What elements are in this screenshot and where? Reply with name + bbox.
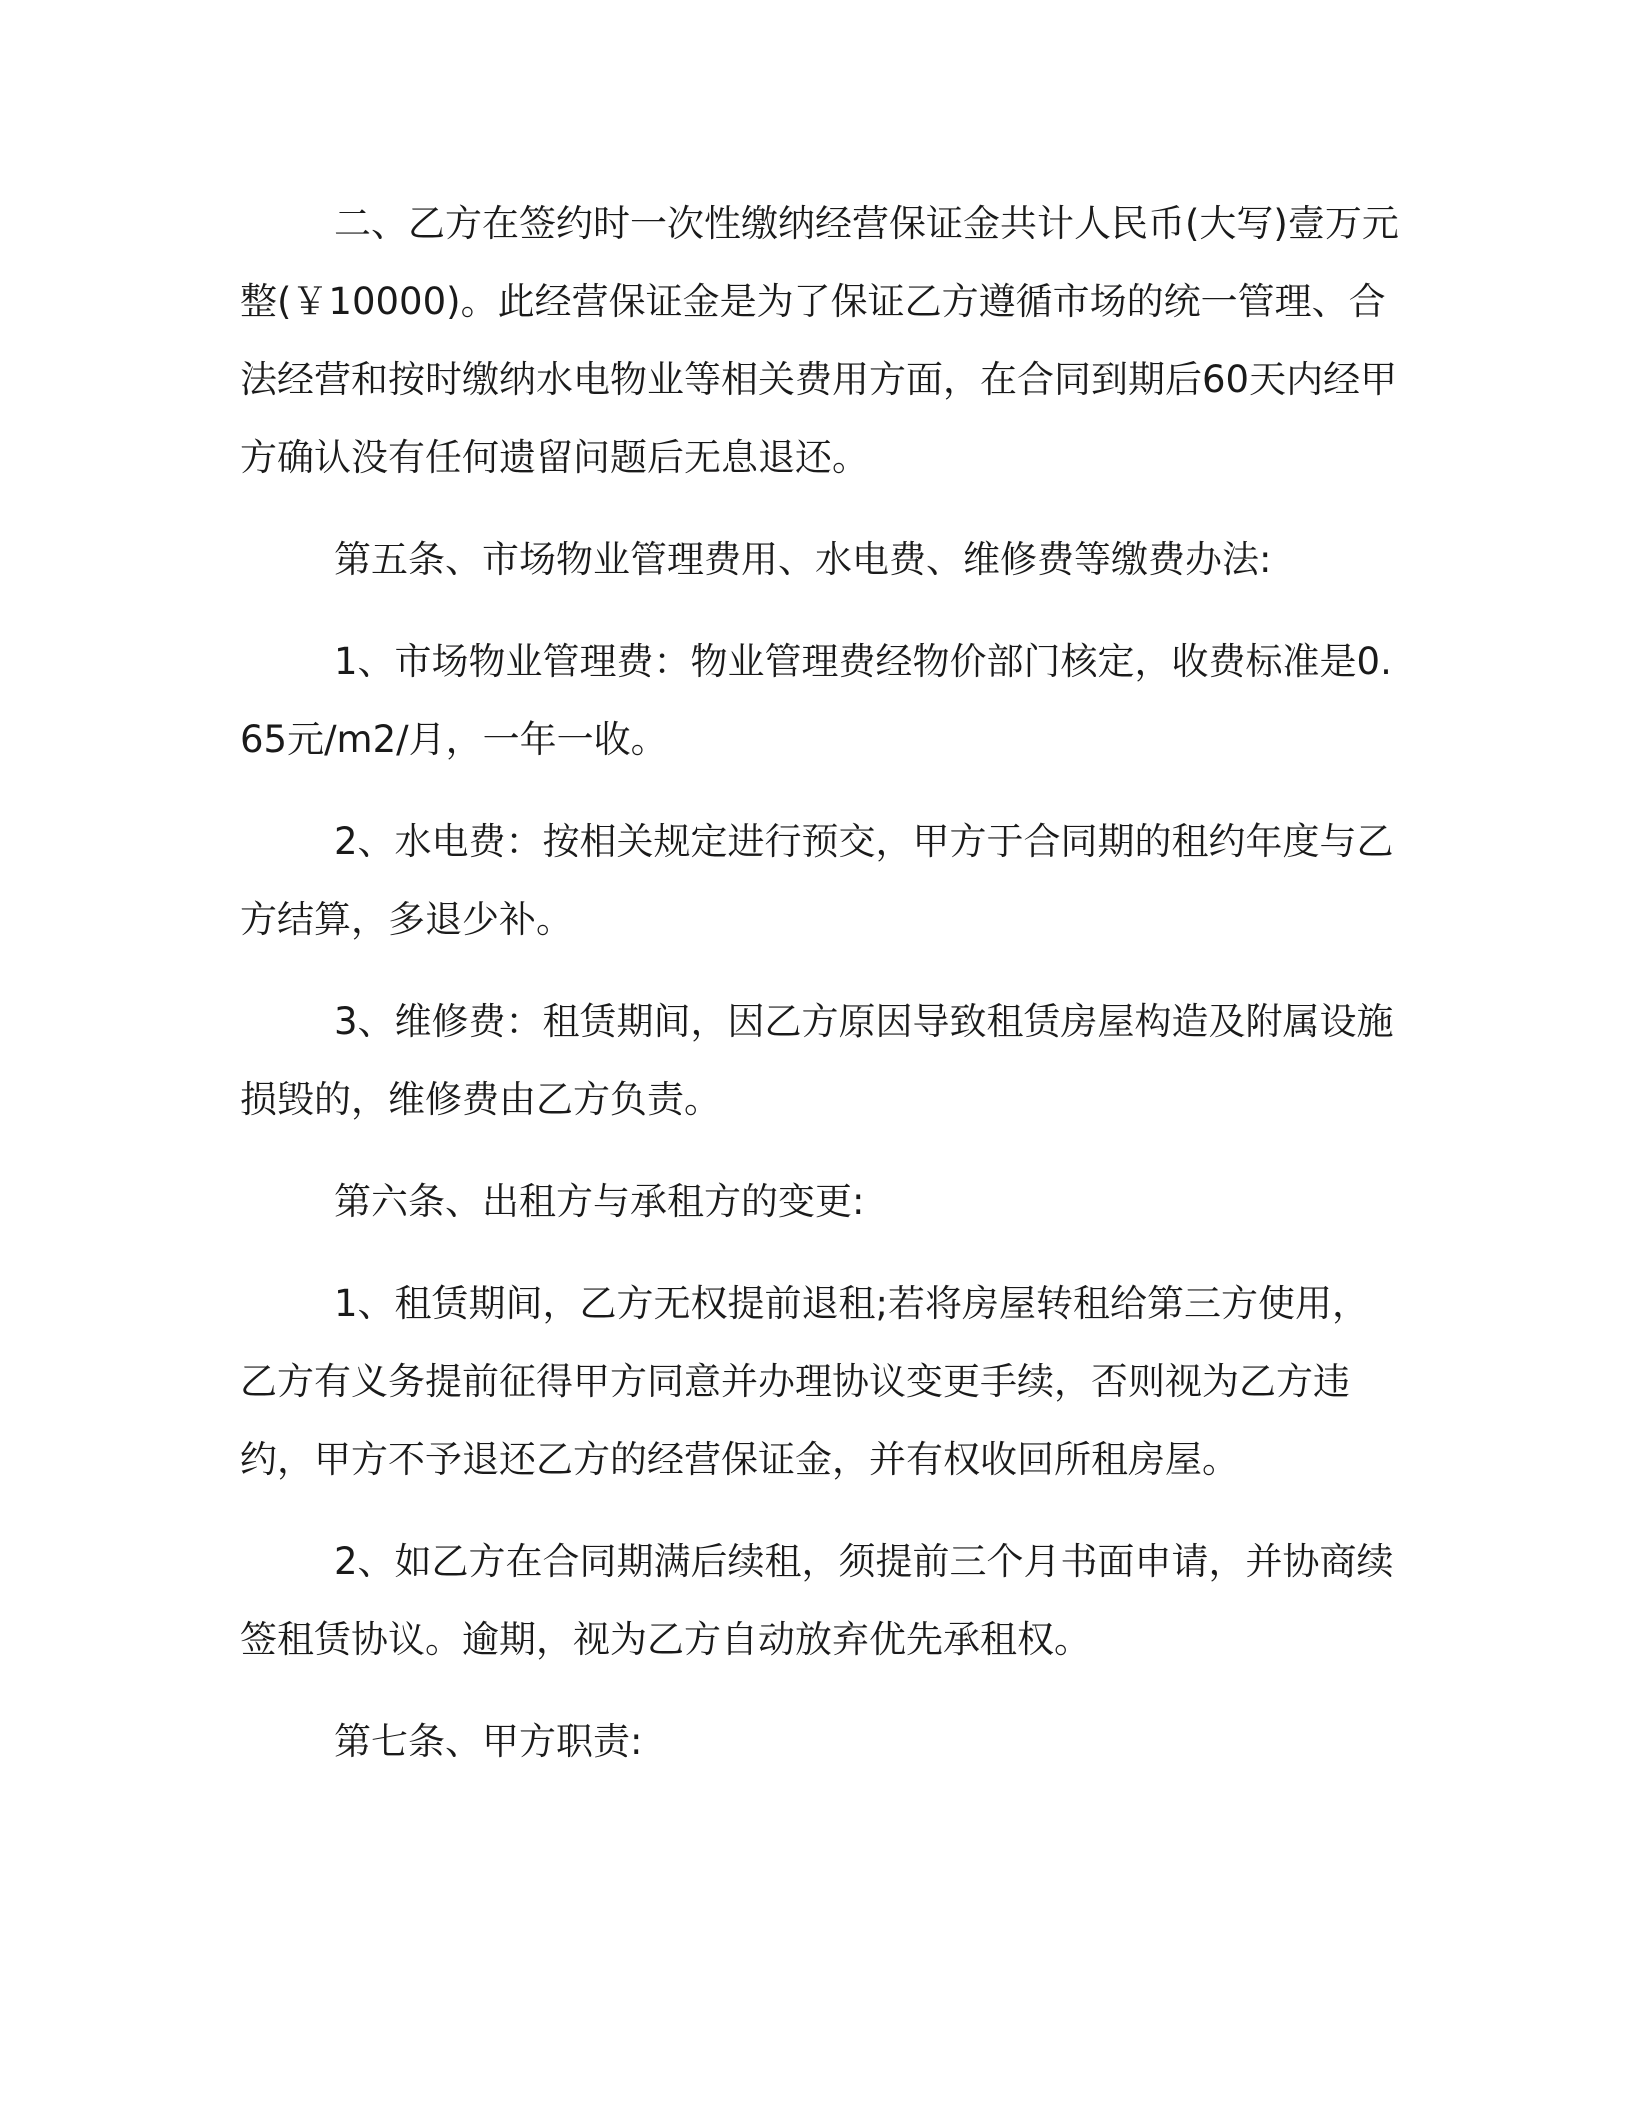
paragraph-repair-fee: 3、维修费：租赁期间，因乙方原因导致租赁房屋构造及附属设施损毁的，维修费由乙方负责。 (240, 1000, 1394, 1121)
document-body (240, 185, 1400, 1781)
heading-article-7: 第七条、甲方职责: (334, 1720, 643, 1763)
paragraph-gap (240, 599, 1400, 623)
paragraph-utility-fee: 2、水电费：按相关规定进行预交，甲方于合同期的租约年度与乙方结算，多退少补。 (240, 820, 1394, 941)
paragraph-sublease: 1、租赁期间，乙方无权提前退租;若将房屋转租给第三方使用，乙方有义务提前征得甲方同意并办理协议变更手续，否则视为乙方违约，甲方不予退还乙方的经营保证金，并有权收回所租房屋。 (240, 1282, 1370, 1481)
paragraph-gap (240, 959, 1400, 983)
paragraph-gap (240, 1139, 1400, 1163)
paragraph-deposit: 二、乙方在签约时一次性缴纳经营保证金共计人民币(大写)壹万元整(￥10000)。此经营保证金是为了保证乙方遵循市场的统一管理、合法经营和按时缴纳水电物业等相关费用方面，在合同到期后60天内经甲方确认没有任何遗留问题后无息退还。 (240, 202, 1399, 479)
paragraph-gap (240, 497, 1400, 521)
paragraph-renewal: 2、如乙方在合同期满后续租，须提前三个月书面申请，并协商续签租赁协议。逾期，视为乙方自动放弃优先承租权。 (240, 1540, 1394, 1661)
paragraph-property-fee: 1、市场物业管理费：物业管理费经物价部门核定，收费标准是0.65元/m2/月，一年一收。 (240, 640, 1392, 761)
paragraph-gap (240, 1241, 1400, 1265)
heading-article-5: 第五条、市场物业管理费用、水电费、维修费等缴费办法: (334, 538, 1272, 581)
paragraph-gap (240, 1499, 1400, 1523)
paragraph-gap (240, 779, 1400, 803)
heading-article-6: 第六条、出租方与承租方的变更: (334, 1180, 865, 1223)
paragraph-gap (240, 1679, 1400, 1703)
